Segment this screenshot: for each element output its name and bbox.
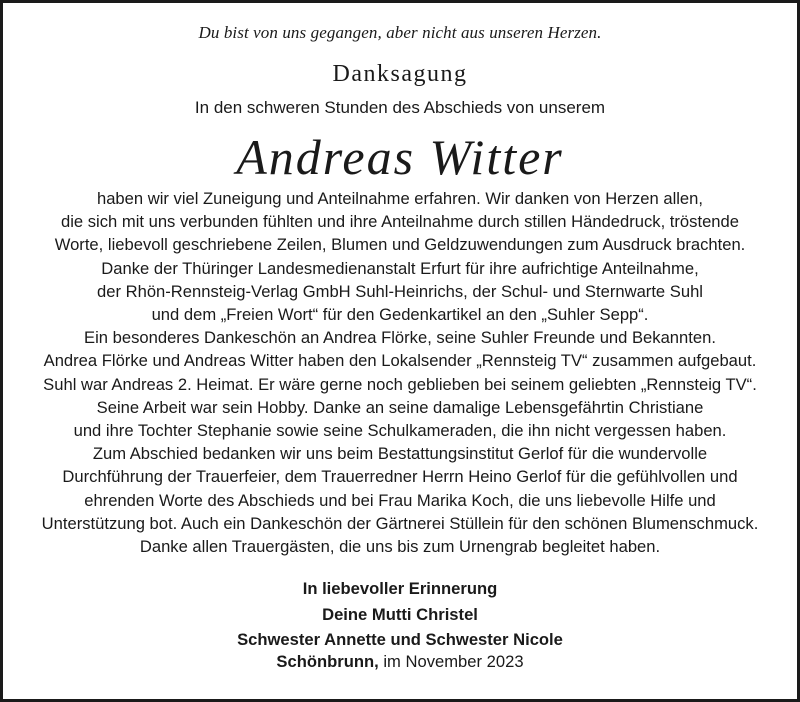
body-line: Danke der Thüringer Landesmedienanstalt Erfurt für ihre aufrichtige Anteilnahme, [101, 258, 699, 278]
body-line: Suhl war Andreas 2. Heimat. Er wäre gerne noch geblieben bei seinem geliebten „Rennsteig TV“. [43, 374, 757, 394]
motto-line: Du bist von uns gegangen, aber nicht aus unseren Herzen. [198, 23, 602, 42]
closing-line: In liebevoller Erinnerung [302, 579, 498, 598]
body-line: Andrea Flörke und Andreas Witter haben den Lokalsender „Rennsteig TV“ zusammen aufgebaut. [43, 351, 757, 371]
intro-line: In den schweren Stunden des Abschieds von unserem [194, 98, 606, 117]
body-line: und dem „Freien Wort“ für den Gedenkartikel an den „Suhler Sepp“. [151, 305, 649, 325]
place-date-line [0, 652, 800, 672]
body-line: ehrenden Worte des Abschieds und bei Frau Marika Koch, die uns liebevolle Hilfe und [84, 490, 716, 510]
body-line: Durchführung der Trauerfeier, dem Trauerredner Herrn Heino Gerlof für die gefühlvollen und [62, 467, 738, 487]
body-line: haben wir viel Zuneigung und Anteilnahme erfahren. Wir danken von Herzen allen, [96, 189, 704, 208]
body-line: die sich mit uns verbunden fühlten und ihre Anteilnahme durch stillen Händedruck, tröstende [61, 212, 739, 232]
date-text: im November 2023 [378, 652, 524, 671]
thanks-body [0, 187, 800, 558]
body-line: Danke allen Trauergästen, die uns bis zum Urnengrab begleitet haben. [139, 537, 661, 557]
closing-signatures [0, 576, 800, 653]
place-name: Schönbrunn, [276, 652, 379, 671]
heading-danksagung: Danksagung [332, 61, 468, 87]
body-line: Worte, liebevoll geschriebene Zeilen, Blumen und Geldzuwendungen zum Ausdruck brachten. [54, 235, 746, 255]
body-line: Unterstützung bot. Auch ein Dankeschön der Gärtnerei Stüllein für den schönen Blumenschmuck. [41, 513, 759, 533]
body-line: Ein besonderes Dankeschön an Andrea Flörke, seine Suhler Freunde und Bekannten. [84, 328, 716, 348]
body-line: der Rhön-Rennsteig-Verlag GmbH Suhl-Heinrichs, der Schul- und Sternwarte Suhl [97, 281, 703, 301]
deceased-name: Andreas Witter [236, 129, 564, 185]
body-line: Zum Abschied bedanken wir uns beim Bestattungsinstitut Gerlof für die wundervolle [92, 444, 708, 464]
closing-line: Schwester Annette und Schwester Nicole [237, 630, 563, 649]
body-line: und ihre Tochter Stephanie sowie seine Schulkameraden, die ihn nicht vergessen haben. [73, 421, 727, 441]
closing-line: Deine Mutti Christel [322, 604, 478, 624]
body-line: Seine Arbeit war sein Hobby. Danke an seine damalige Lebensgefährtin Christiane [96, 397, 704, 417]
